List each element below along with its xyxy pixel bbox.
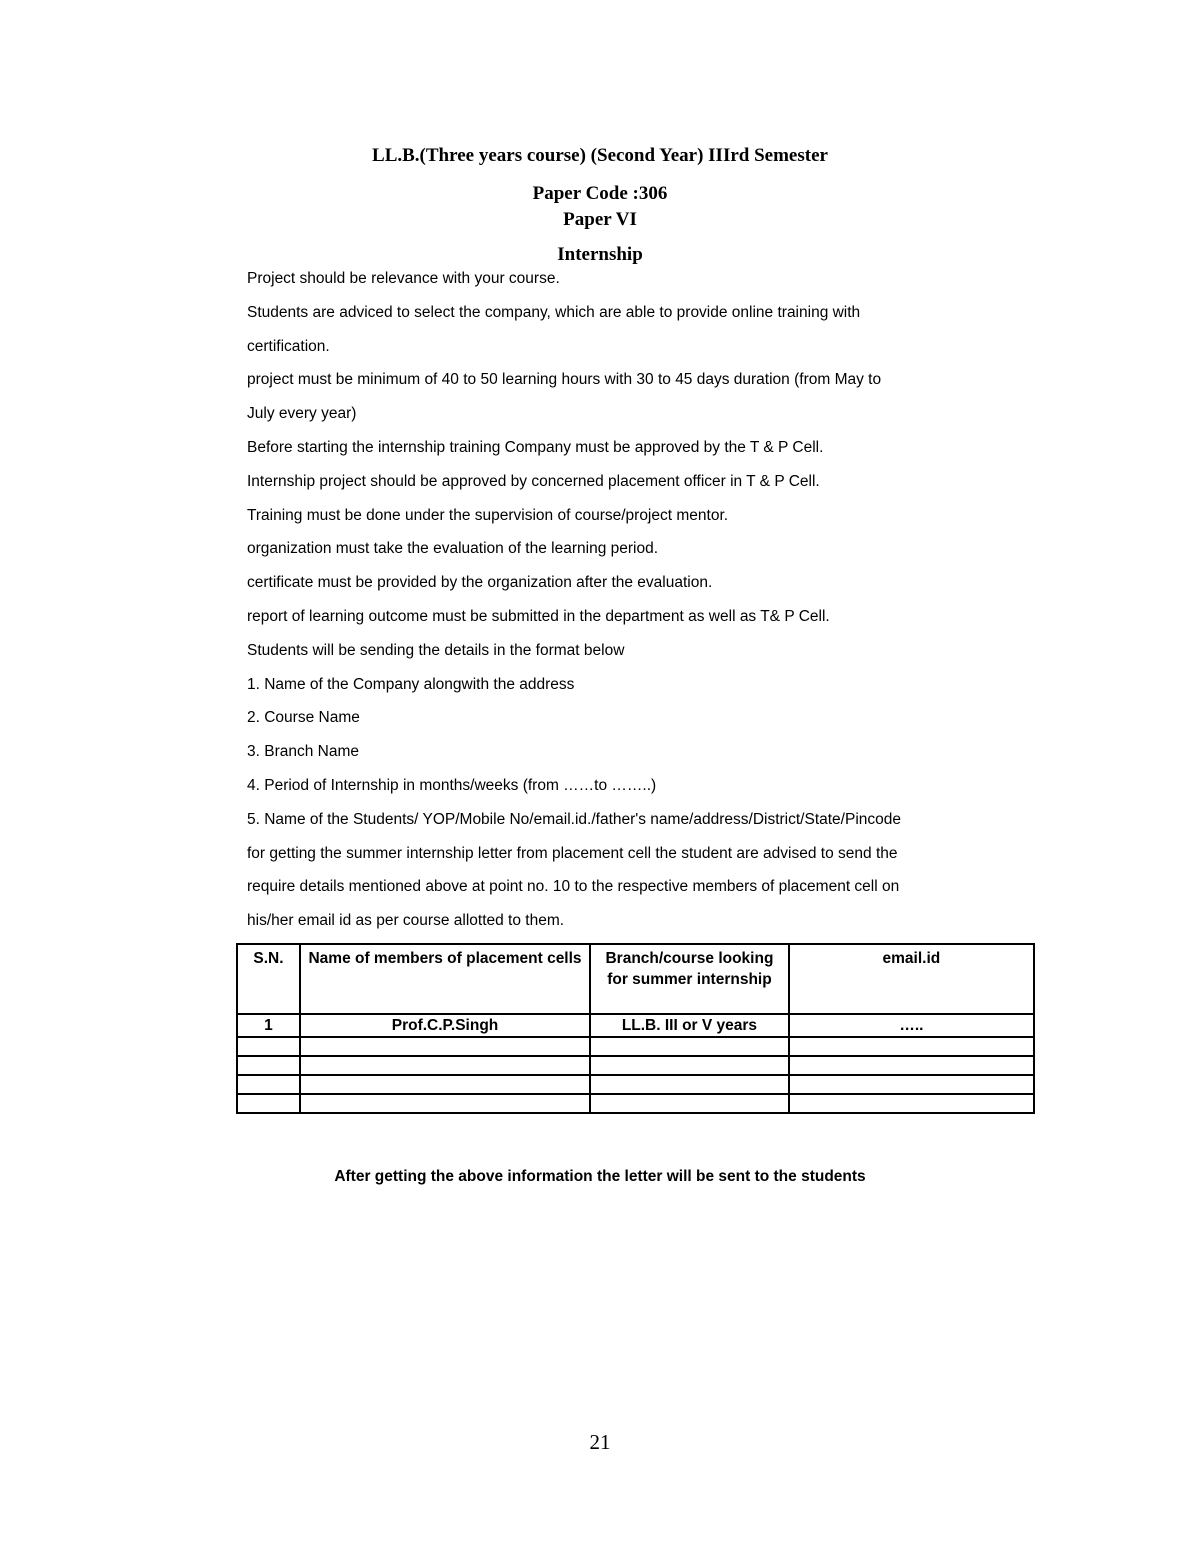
table-row — [237, 1075, 1034, 1094]
body-line: his/her email id as per course allotted to them. — [247, 912, 565, 930]
table-row — [237, 1094, 1034, 1113]
table-cell: Prof.C.P.Singh — [300, 1014, 590, 1037]
course-title: LL.B.(Three years course) (Second Year) IIIrd Semester — [372, 145, 828, 166]
table-row — [237, 1037, 1034, 1056]
table-cell — [590, 1037, 789, 1056]
table-cell: 1 — [237, 1014, 300, 1037]
body-line: Internship project should be approved by concerned placement officer in T & P Cell. — [247, 472, 820, 490]
paper-number: Paper VI — [563, 209, 637, 230]
table-cell: LL.B. III or V years — [590, 1014, 789, 1037]
body-line: Before starting the internship training Company must be approved by the T & P Cell. — [247, 439, 824, 456]
table-cell — [590, 1094, 789, 1113]
body-line: certificate must be provided by the organization after the evaluation. — [247, 574, 713, 592]
body-line: 1. Name of the Company alongwith the address — [247, 675, 575, 693]
table-cell — [789, 1094, 1034, 1113]
table-cell — [789, 1056, 1034, 1075]
body-line: report of learning outcome must be submitted in the department as well as T& P Cell. — [247, 608, 830, 625]
body-line: certification. — [247, 337, 330, 355]
body-line: project must be minimum of 40 to 50 learning hours with 30 to 45 days duration (from May to — [247, 371, 882, 389]
footer-note: After getting the above information the letter will be sent to the students — [334, 1168, 866, 1185]
table-cell — [590, 1056, 789, 1075]
header-email: email.id — [789, 944, 1034, 1014]
body-line: 5. Name of the Students/ YOP/Mobile No/email.id./father's name/address/District/State/Pincode — [247, 810, 901, 828]
table-row — [237, 1056, 1034, 1075]
table-cell — [237, 1056, 300, 1075]
table-cell — [237, 1075, 300, 1094]
placement-cell-table — [236, 943, 1035, 1114]
table-cell — [300, 1056, 590, 1075]
body-line: for getting the summer internship letter from placement cell the student are advised to send the — [247, 844, 898, 862]
body-line: organization must take the evaluation of the learning period. — [247, 540, 659, 558]
body-line: Students will be sending the details in the format below — [247, 641, 625, 659]
body-line: 2. Course Name — [247, 709, 360, 727]
table-cell — [237, 1037, 300, 1056]
table-cell — [789, 1075, 1034, 1094]
body-line: require details mentioned above at point no. 10 to the respective members of placement cell on — [247, 878, 900, 896]
table-cell — [300, 1094, 590, 1113]
paper-code: Paper Code :306 — [532, 183, 668, 204]
body-line: 3. Branch Name — [247, 743, 359, 761]
table-cell — [300, 1075, 590, 1094]
table-cell: ….. — [789, 1014, 1034, 1037]
header-member-name: Name of members of placement cells — [300, 944, 590, 1014]
table-header-row — [237, 944, 1034, 1014]
header-branch-course: Branch/course looking for summer internship — [590, 944, 789, 1014]
page-number: 21 — [589, 1430, 611, 1454]
subject-heading: Internship — [557, 244, 643, 265]
table-cell — [237, 1094, 300, 1113]
body-line: Project should be relevance with your course. — [247, 270, 560, 287]
body-line: Students are adviced to select the company, which are able to provide online training with — [247, 303, 861, 321]
table-cell — [300, 1037, 590, 1056]
header-sn: S.N. — [237, 944, 300, 1014]
body-line: 4. Period of Internship in months/weeks (from ……to ……..) — [247, 777, 657, 794]
table-cell — [789, 1037, 1034, 1056]
body-line: Training must be done under the supervision of course/project mentor. — [247, 506, 729, 524]
table-cell — [590, 1075, 789, 1094]
body-line: July every year) — [247, 405, 357, 423]
table-row — [237, 1014, 1034, 1037]
